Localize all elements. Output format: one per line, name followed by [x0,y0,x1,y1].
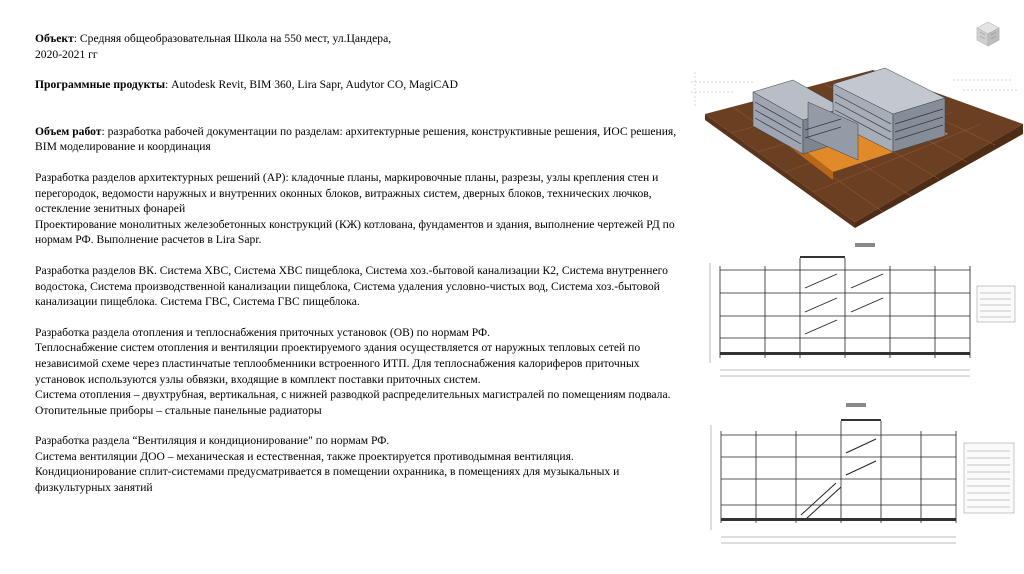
software-line [35,77,685,93]
vent-conditioning: Кондиционирование сплит-системами предусматривается в помещении охранника, в помещениях для музыкальных и физкультурных занятий [35,465,620,495]
vent-heading: Разработка раздела “Вентиляция и кондиционирование" по нормам РФ. [35,434,390,448]
building-cube-icon [975,20,1001,48]
software-label: Программные продукты [35,78,166,92]
scope-line [35,124,685,155]
building-section-drawing-1 [705,238,1022,388]
object-years: 2020-2021 гг [35,47,98,61]
object-label: Объект [35,32,74,45]
vent-system: Система вентиляции ДОО – механическая и естественная, также проектируется противодымная вентиляция. [35,449,574,463]
ov-heating-system: Система отопления – двухтрубная, вертикальная, с нижней разводкой распределительных магистралей по помещениям подвала. Отопительные приборы – стальные панельные радиаторы [35,388,671,417]
scope-label: Объем работ [35,124,102,138]
object-line [35,31,685,47]
scope-text: : разработка рабочей документации по разделам: архитектурные решения, конструктивные решения, ИОС решения, BIM моделирование и координация [35,124,677,154]
ov-heading: Разработка раздела отопления и теплоснабжения приточных установок (ОВ) по нормам РФ. [35,325,491,339]
kzh-paragraph: Проектирование монолитных железобетонных конструкций (КЖ) котлована, фундаментов и здания, выполнение чертежей РД по нормам РФ. Выполнение расчетов в Lira Sapr. [35,217,675,247]
software-text: : Autodesk Revit, BIM 360, Lira Sapr, Audytor CO, MagiCAD [165,78,458,92]
ov-heat-supply: Теплоснабжение систем отопления и вентиляции проектируемого здания осуществляется от наружных тепловых сетей по независимой схеме через пластинчатые теплообменники встроенного ИТП. Для теплоснабжения калориферов приточных установок используются узлы обвязки, входящие в комплект поставки приточных систем. [35,341,641,386]
object-text: : Средняя общеобразовательная Школа на 550 мест, ул.Цандера, [73,32,392,45]
ar-paragraph: Разработка разделов архитектурных решений (АР): кладочные планы, маркировочные планы, разрезы, узлы крепления стен и перегородок, ведомости наружных и внутренних оконных блоков, витражных систем, дверных блоков, технических лючков, остекление зенитных фонарей [35,170,659,216]
building-3d-model-image [683,62,1024,228]
building-section-drawing-2 [706,395,1024,557]
project-description [35,31,685,496]
vk-paragraph: Разработка разделов ВК. Система ХВС, Система ХВС пищеблока, Система хоз.-бытовой канализации К2, Система внутреннего водостока, Система производственной канализации пищеблока, Система удаления условно-чистых вод, Система хоз.-бытовой канализации пищеблока. Система ГВС, Система ГВС пищеблока. [35,263,668,309]
